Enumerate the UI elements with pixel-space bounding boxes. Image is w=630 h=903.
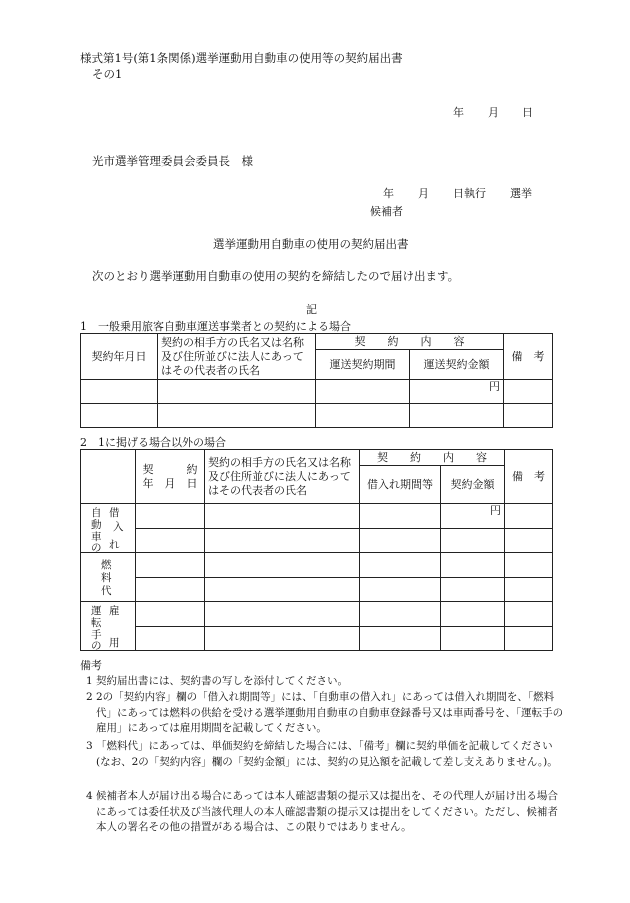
fuel-char: 代 bbox=[101, 585, 112, 597]
remark-number: 3 bbox=[86, 740, 93, 752]
remark-item-1 bbox=[86, 674, 566, 690]
driver-char: 用 bbox=[109, 637, 120, 649]
s2-cell[interactable] bbox=[205, 553, 360, 578]
election-label: 選挙 bbox=[510, 187, 532, 200]
fuel-char: 料 bbox=[101, 572, 112, 584]
election-year: 年 bbox=[383, 187, 394, 200]
s2-cell[interactable] bbox=[136, 626, 205, 651]
vehicle-char: 借 bbox=[109, 507, 120, 519]
form-sub-id: その1 bbox=[92, 67, 123, 81]
s2-cell[interactable] bbox=[136, 553, 205, 578]
s2-cell[interactable] bbox=[360, 528, 441, 553]
s2-cell[interactable] bbox=[205, 602, 360, 627]
date-day: 日 bbox=[522, 106, 533, 119]
s2-cell[interactable] bbox=[205, 577, 360, 602]
table-row bbox=[81, 553, 553, 578]
s2-cell[interactable] bbox=[136, 528, 205, 553]
table-row bbox=[81, 602, 553, 627]
election-day: 日執行 bbox=[453, 187, 486, 200]
s2-cell[interactable] bbox=[136, 602, 205, 627]
driver-char: 運 bbox=[91, 605, 102, 617]
s2-header-blank bbox=[81, 450, 136, 504]
table-row bbox=[81, 380, 553, 404]
section2-heading: 2 1に掲げる場合以外の場合 bbox=[80, 436, 226, 449]
s2-cell[interactable] bbox=[360, 577, 441, 602]
s2-cell[interactable] bbox=[136, 504, 205, 529]
s1-header-content: 契 約 内 容 bbox=[316, 334, 504, 350]
vehicle-char: れ bbox=[109, 539, 120, 551]
s2-cell[interactable] bbox=[505, 504, 553, 529]
vehicle-char: 入 bbox=[113, 521, 124, 533]
intro-text: 次のとおり選挙運動用自動車の使用の契約を締結したので届け出ます。 bbox=[92, 269, 460, 283]
table-row bbox=[81, 504, 553, 529]
driver-char: 転 bbox=[91, 617, 102, 629]
table-row bbox=[81, 528, 553, 553]
s1-header-amount: 運送契約金額 bbox=[410, 350, 504, 380]
s1-cell[interactable] bbox=[504, 380, 553, 404]
remark-item-3 bbox=[86, 739, 566, 770]
s2-cell[interactable] bbox=[360, 504, 441, 529]
vehicle-char: 動 bbox=[91, 519, 102, 531]
s2-cell[interactable] bbox=[505, 577, 553, 602]
remark-item-4 bbox=[86, 789, 566, 836]
table-row bbox=[81, 626, 553, 651]
remark-text: 2の「契約内容」欄の「借入れ期間等」には、「自動車の借入れ」にあっては借入れ期間を、「燃料代」にあっては燃料の供給を受ける選挙運動用自動車の自動車登録番号又は車両番号を、「運転手の雇用」にあっては雇用期間を記載してください。 bbox=[96, 691, 564, 734]
remark-item-2 bbox=[86, 690, 566, 737]
s1-header-remarks: 備 考 bbox=[504, 334, 553, 380]
ki-label: 記 bbox=[306, 303, 317, 316]
election-month: 月 bbox=[418, 187, 429, 200]
date-year: 年 bbox=[453, 106, 464, 119]
document-title: 選挙運動用自動車の使用の契約届出書 bbox=[213, 237, 409, 251]
s2-header-date bbox=[136, 450, 205, 504]
table-row bbox=[81, 577, 553, 602]
addressee: 光市選挙管理委員会委員長 様 bbox=[92, 154, 253, 168]
s2-header-amount: 契約金額 bbox=[441, 466, 505, 504]
section2-table bbox=[80, 449, 553, 651]
s2-cell[interactable] bbox=[205, 626, 360, 651]
s1-header-party: 契約の相手方の氏名又は名称及び住所並びに法人にあってはその代表者の氏名 bbox=[158, 334, 316, 380]
remark-text: 候補者本人が届け出る場合にあっては本人確認書類の提示又は提出を、その代理人が届け出る場合にあっては委任状及び当該代理人の本人確認書類の提示又は提出をしてください。ただし、候補者本人の署名その他の措置がある場合は、この限りではありません。 bbox=[96, 790, 558, 833]
s2-cell[interactable] bbox=[360, 626, 441, 651]
s2-cell[interactable] bbox=[205, 528, 360, 553]
s1-header-period: 運送契約期間 bbox=[316, 350, 410, 380]
remark-text: 契約届出書には、契約書の写しを添付してください。 bbox=[96, 675, 348, 687]
s2-row-vehicle-label bbox=[81, 504, 136, 553]
section1-table bbox=[80, 333, 553, 428]
s1-cell[interactable] bbox=[410, 404, 504, 428]
s2-cell[interactable] bbox=[505, 626, 553, 651]
s2-cell[interactable] bbox=[505, 528, 553, 553]
s2-amount-yen[interactable]: 円 bbox=[441, 504, 505, 529]
s2-header-date-bottom: 年 月 日 bbox=[142, 476, 198, 490]
driver-char: の bbox=[91, 640, 102, 651]
s2-cell[interactable] bbox=[505, 553, 553, 578]
vehicle-char: 自 bbox=[91, 507, 102, 519]
s2-header-remarks: 備 考 bbox=[505, 450, 553, 504]
s2-header-period: 借入れ期間等 bbox=[360, 466, 441, 504]
s1-cell[interactable] bbox=[81, 380, 158, 404]
s2-row-driver-label bbox=[81, 602, 136, 651]
remark-text: 「燃料代」にあっては、単価契約を締結した場合には、「備考」欄に契約単価を記載してください(なお、2の「契約内容」欄の「契約金額」には、契約の見込額を記載して差し支えありません。)。 bbox=[96, 740, 558, 768]
fuel-char: 燃 bbox=[101, 559, 112, 571]
remark-number: 1 bbox=[86, 675, 93, 687]
s2-header-date-top: 契 約 bbox=[142, 462, 198, 476]
table-row bbox=[81, 404, 553, 428]
remarks-heading: 備考 bbox=[80, 659, 102, 672]
s2-header-party: 契約の相手方の氏名又は名称及び住所並びに法人にあってはその代表者の氏名 bbox=[205, 450, 360, 504]
s1-cell[interactable] bbox=[81, 404, 158, 428]
candidate-label: 候補者 bbox=[370, 205, 403, 218]
s2-cell[interactable] bbox=[441, 626, 505, 651]
s2-cell[interactable] bbox=[136, 577, 205, 602]
s2-cell[interactable] bbox=[360, 553, 441, 578]
s1-cell[interactable] bbox=[158, 404, 316, 428]
vehicle-char: 車 bbox=[91, 531, 102, 543]
s2-cell[interactable] bbox=[441, 602, 505, 627]
s2-cell[interactable] bbox=[505, 602, 553, 627]
vehicle-char: の bbox=[91, 542, 102, 553]
driver-char: 雇 bbox=[109, 605, 120, 617]
s2-cell[interactable] bbox=[441, 553, 505, 578]
s1-header-date: 契約年月日 bbox=[81, 334, 158, 380]
form-id: 様式第1号(第1条関係)選挙運動用自動車の使用等の契約届出書 bbox=[80, 51, 403, 65]
s2-cell[interactable] bbox=[441, 577, 505, 602]
s1-amount-yen[interactable]: 円 bbox=[410, 380, 504, 404]
section1-heading: 1 一般乗用旅客自動車運送事業者との契約による場合 bbox=[80, 320, 351, 333]
s1-cell[interactable] bbox=[504, 404, 553, 428]
s2-cell[interactable] bbox=[205, 504, 360, 529]
date-month: 月 bbox=[488, 106, 499, 119]
remark-number: 4 bbox=[86, 790, 93, 802]
s1-cell[interactable] bbox=[316, 380, 410, 404]
s2-cell[interactable] bbox=[360, 602, 441, 627]
driver-char: 手 bbox=[91, 629, 102, 641]
remark-number: 2 bbox=[86, 691, 93, 703]
s1-cell[interactable] bbox=[316, 404, 410, 428]
s2-cell[interactable] bbox=[441, 528, 505, 553]
s2-row-fuel-label bbox=[81, 553, 136, 602]
s2-header-content: 契 約 内 容 bbox=[360, 450, 505, 466]
s1-cell[interactable] bbox=[158, 380, 316, 404]
